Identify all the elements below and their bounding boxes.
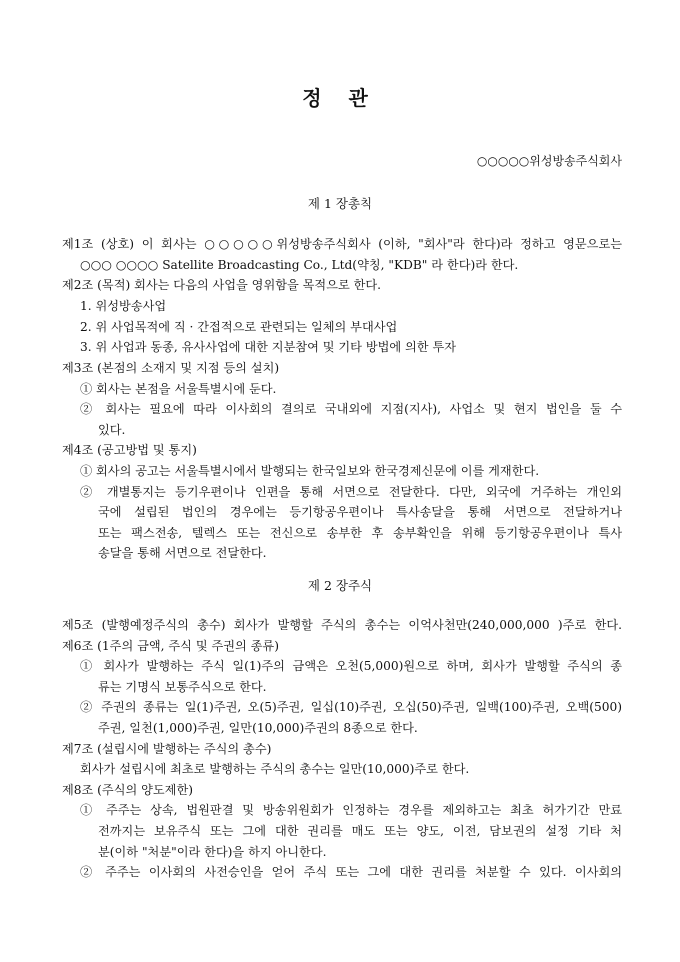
article-4-clause-2-line-4: 송달을 통해 서면으로 전달한다. <box>98 546 267 560</box>
article-6-clause-1-line-2: 류는 기명식 보통주식으로 한다. <box>98 680 267 694</box>
article-4-clause-2-line-3: 또는 팩스전송, 텔렉스 또는 전신으로 송부한 후 송부확인을 위해 등기항공우편이나 특사 <box>98 526 622 540</box>
article-8-clause-1-line-1: ① 주주는 상속, 법원판결 및 방송위원회가 인정하는 경우를 제외하고는 최초 허가기간 만료 <box>80 803 622 817</box>
article-3-clause-2-line-1: ② 회사는 필요에 따라 이사회의 결의로 국내외에 지점(지사), 사업소 및 현지 법인을 둘 수 <box>80 402 622 416</box>
article-1-line-2: ○○○ ○○○○ Satellite Broadcasting Co., Ltd(약칭, "KDB" 라 한다)라 한다. <box>80 258 519 272</box>
chapter-heading-2: 제 2 장주식 <box>307 578 373 593</box>
article-6-clause-1-line-1: ① 회사가 발행하는 주식 일(1)주의 금액은 오천(5,000)원으로 하며, 회사가 발행할 주식의 종 <box>80 659 622 673</box>
article-1-line-1: 제1조 (상호) 이 회사는 ○○○○○위성방송주식회사 (이하, "회사"라 한다)라 정하고 영문으로는 <box>62 237 622 251</box>
article-4-heading: 제4조 (공고방법 및 통지) <box>62 443 197 457</box>
article-6-clause-2-line-2: 주권, 일천(1,000)주권, 일만(10,000)주권의 8종으로 한다. <box>98 721 418 735</box>
article-2-item-3: 3. 위 사업과 동종, 유사사업에 대한 지분참여 및 기타 방법에 의한 투자 <box>80 340 456 354</box>
article-2-heading: 제2조 (목적) 회사는 다음의 사업을 영위함을 목적으로 한다. <box>62 278 382 292</box>
article-2-item-1: 1. 위성방송사업 <box>80 299 167 313</box>
article-3-clause-1: ① 회사는 본점을 서울특별시에 둔다. <box>80 382 277 396</box>
article-6-heading: 제6조 (1주의 금액, 주식 및 주권의 종류) <box>62 639 279 653</box>
company-name: ○○○○○위성방송주식회사 <box>476 154 622 168</box>
article-5: 제5조 (발행예정주식의 총수) 회사가 발행할 주식의 총수는 이억사천만(240,000,000 )주로 한다. <box>62 618 622 632</box>
article-8-heading: 제8조 (주식의 양도제한) <box>62 783 193 797</box>
article-8-clause-1-line-3: 분(이하 "처분"이라 한다)을 하지 아니한다. <box>98 845 327 859</box>
article-4-clause-1: ① 회사의 공고는 서울특별시에서 발행되는 한국일보와 한국경제신문에 이를 게재한다. <box>80 464 540 478</box>
article-8-clause-1-line-2: 전까지는 보유주식 또는 그에 대한 권리를 매도 또는 양도, 이전, 담보권의 설정 기타 처 <box>98 824 622 838</box>
article-4-clause-2-line-1: ② 개별통지는 등기우편이나 인편을 통해 서면으로 전달한다. 다만, 외국에 거주하는 개인외 <box>80 485 622 499</box>
chapter-heading-1: 제 1 장총칙 <box>307 196 373 211</box>
article-3-clause-2-line-2: 있다. <box>98 423 126 437</box>
article-3-heading: 제3조 (본점의 소재지 및 지점 등의 설치) <box>62 361 280 375</box>
article-4-clause-2-line-2: 국에 설립된 법인의 경우에는 등기항공우편이나 특사송달을 통해 서면으로 전달하거나 <box>98 505 622 519</box>
article-2-item-2: 2. 위 사업목적에 직 · 간접적으로 관련되는 일체의 부대사업 <box>80 320 398 334</box>
article-7-heading: 제7조 (설립시에 발행하는 주식의 총수) <box>62 742 272 756</box>
document-title: 정 관 <box>302 86 378 110</box>
article-6-clause-2-line-1: ② 주권의 종류는 일(1)주권, 오(5)주권, 일십(10)주권, 오십(50)주권, 일백(100)주권, 오백(500) <box>80 700 622 714</box>
article-8-clause-2-line-1: ② 주주는 이사회의 사전승인을 얻어 주식 또는 그에 대한 권리를 처분할 수 있다. 이사회의 <box>80 865 622 879</box>
article-7-body: 회사가 설립시에 최초로 발행하는 주식의 총수는 일만(10,000)주로 한다. <box>80 762 470 776</box>
